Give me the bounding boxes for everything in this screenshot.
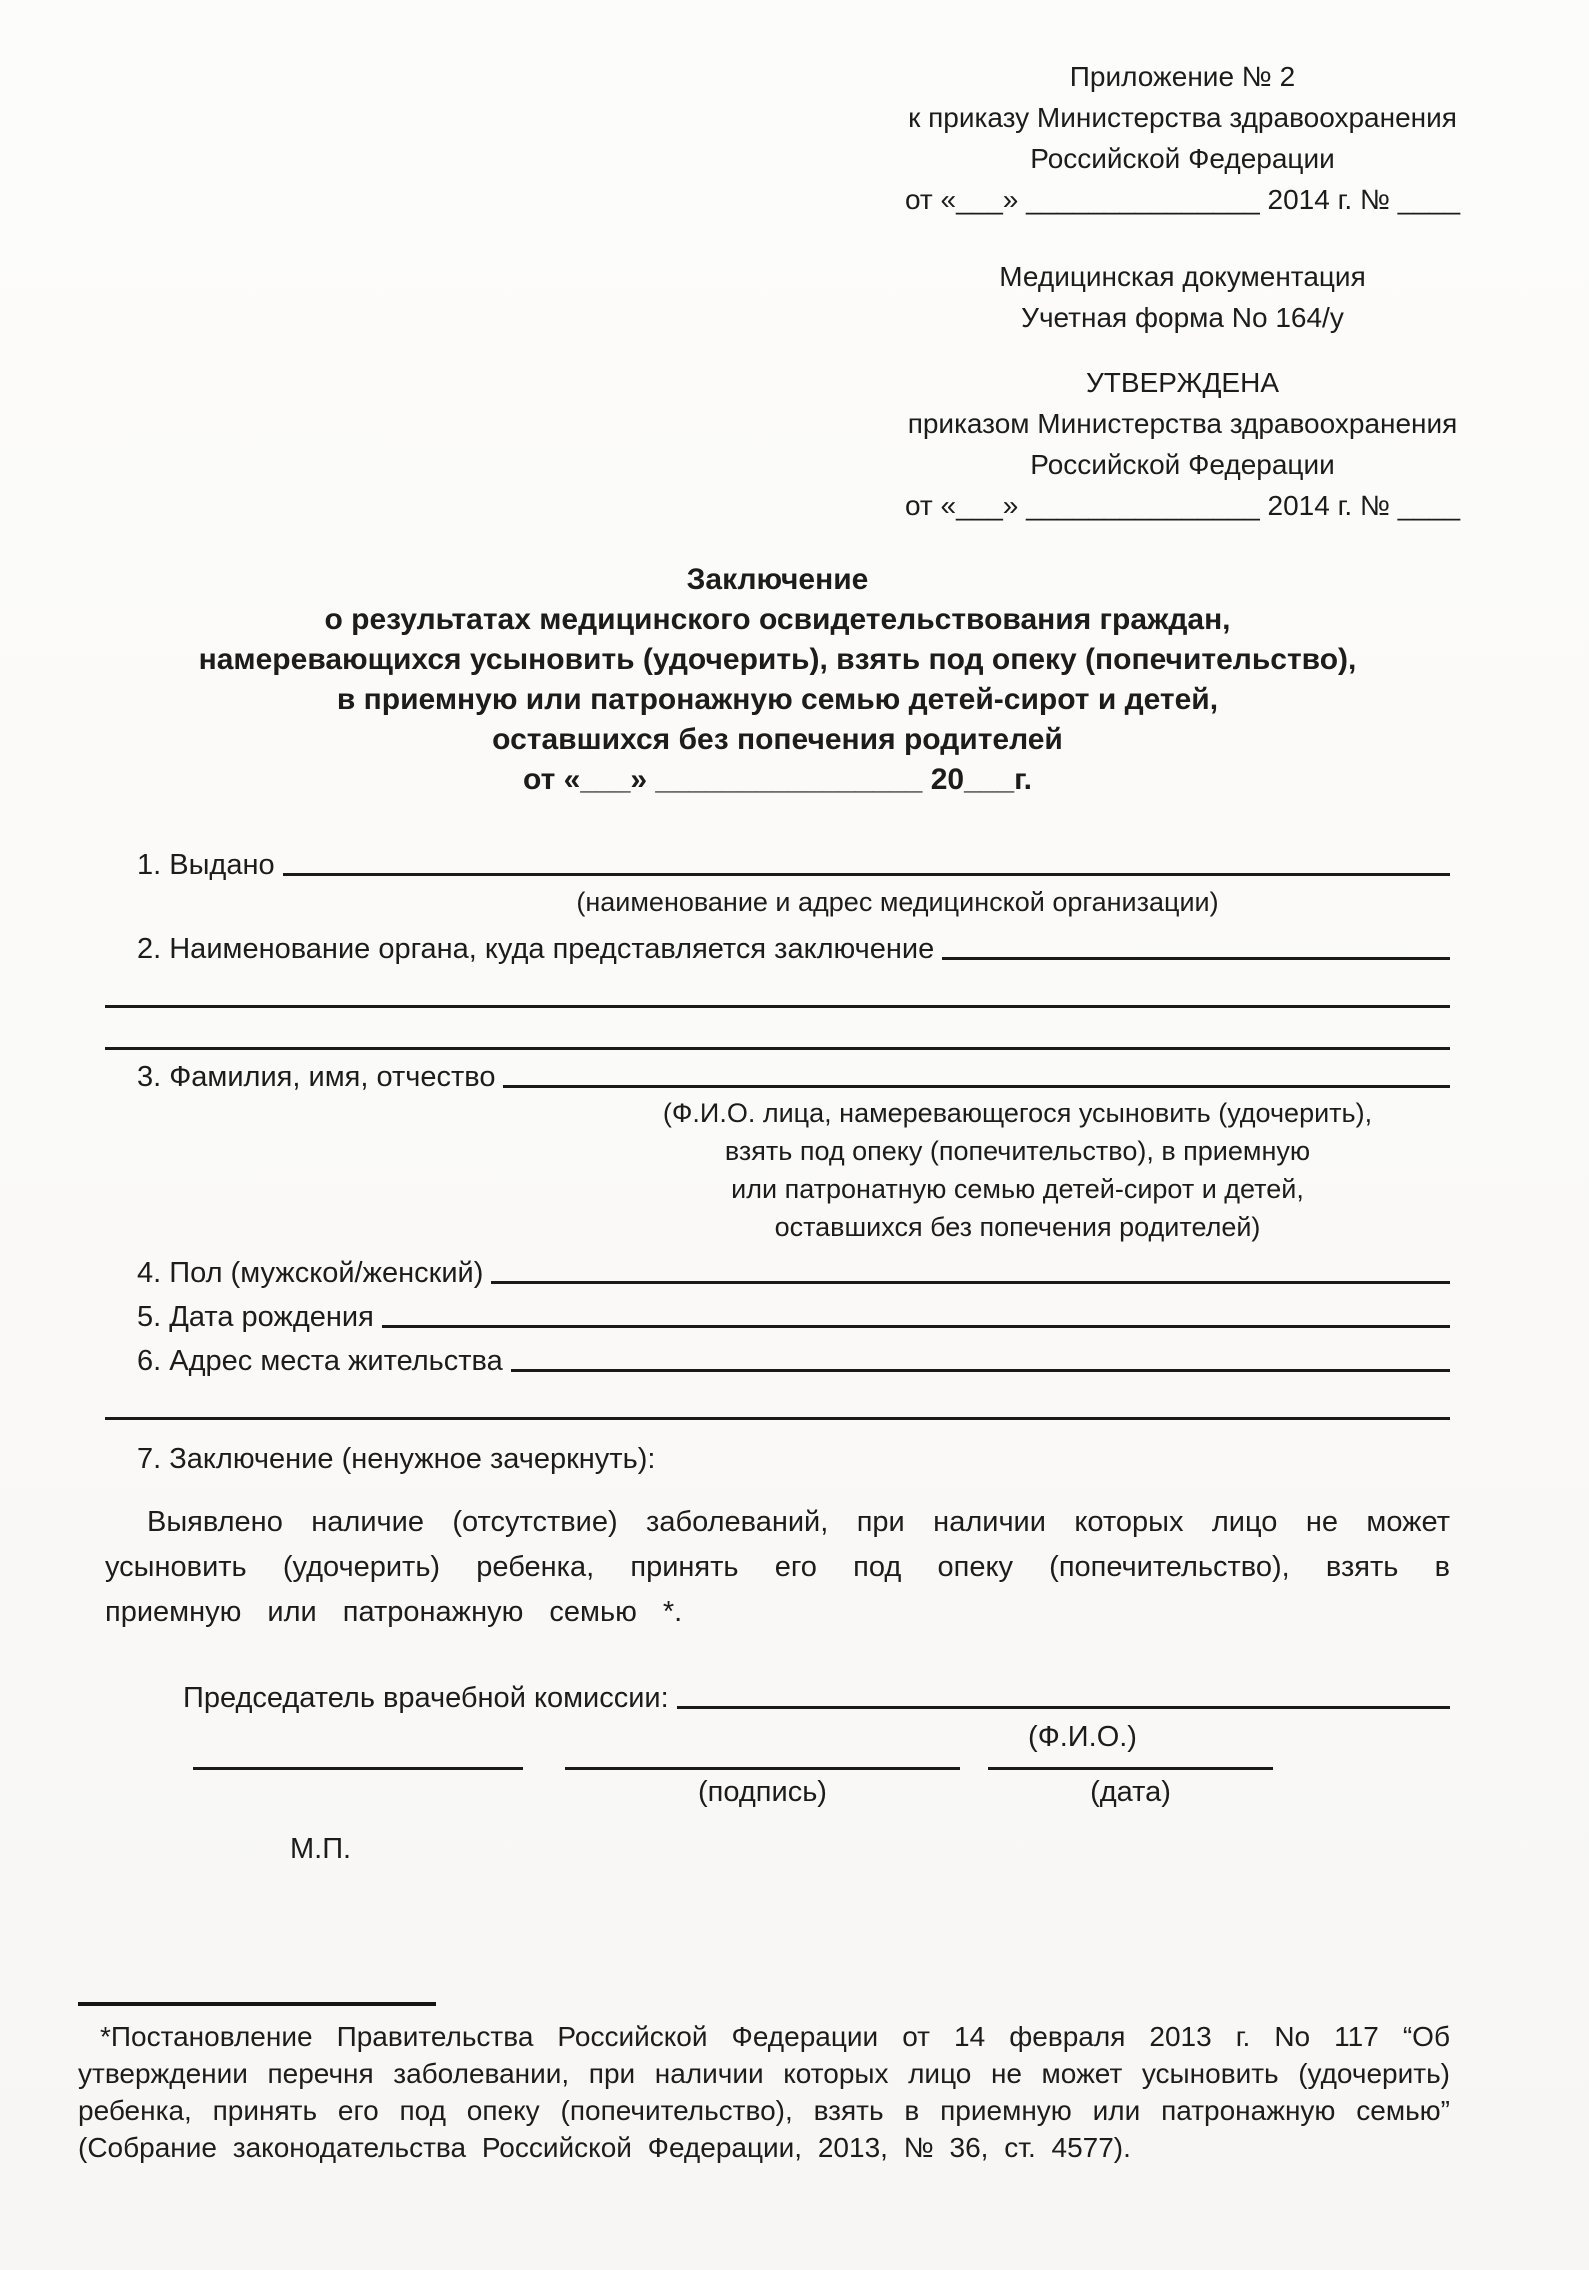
header-right-column xyxy=(900,56,1465,526)
field-6-label: 6. Адрес места жительства xyxy=(137,1345,503,1377)
field-2-blank-line-3 xyxy=(105,1008,1450,1050)
field-6-address-row xyxy=(105,1334,1450,1378)
field-3-caption-line: (Ф.И.О. лица, намеревающегося усыновить (удочерить), xyxy=(662,1098,1373,1128)
approved-block xyxy=(900,362,1465,526)
signature-lines-row xyxy=(105,1767,1450,1770)
approved-line: приказом Министерства здравоохранения xyxy=(907,408,1458,439)
form-body xyxy=(105,838,1450,1866)
field-1-caption: (наименование и адрес медицинской организации) xyxy=(576,887,1219,917)
chairman-blank-line xyxy=(677,1706,1450,1709)
field-3-label: 3. Фамилия, имя, отчество xyxy=(137,1061,496,1093)
field-5-label: 5. Дата рождения xyxy=(137,1301,374,1333)
approved-line: УТВЕРЖДЕНА xyxy=(1086,367,1279,398)
form-title-line: в приемную или патронажную семью детей-сирот и детей, xyxy=(336,683,1219,716)
field-3-name-row xyxy=(105,1050,1450,1094)
approved-line: Российской Федерации xyxy=(1030,449,1335,480)
footnote-block xyxy=(78,2002,1450,2166)
annex-line: Приложение № 2 xyxy=(1069,61,1296,92)
date-caption: (дата) xyxy=(1090,1776,1171,1808)
footnote-rule xyxy=(78,2002,436,2006)
field-1-label: 1. Выдано xyxy=(137,849,275,881)
field-4-blank-line xyxy=(491,1281,1450,1284)
footnote-text: *Постановление Правительства Российской Федерации от 14 февраля 2013 г. No 117 “Об утверждении перечня заболевании, при наличии которых лицо не может усыновить (удочерить) ребенка, принять его под опеку (попечительство), взять в приемную или патронажную семью” (Собрание законодательства Российской Федерации, 2013, № 36, ст. 4577). xyxy=(78,2021,1450,2163)
field-4-label: 4. Пол (мужской/женский) xyxy=(137,1257,484,1289)
field-6-blank-line-2 xyxy=(105,1378,1450,1420)
annex-block xyxy=(900,56,1465,220)
field-2-authority-row xyxy=(105,922,1450,966)
chairman-label: Председатель врачебной комиссии: xyxy=(183,1682,669,1714)
signature-blank-line-2 xyxy=(565,1767,960,1770)
med-doc-line: Медицинская документация xyxy=(999,261,1366,292)
annex-line: к приказу Министерства здравоохранения xyxy=(908,102,1457,133)
field-2-blank-line xyxy=(942,957,1450,960)
field-2-label: 2. Наименование органа, куда представляется заключение xyxy=(137,933,935,965)
signature-caption-spacer xyxy=(193,1776,523,1809)
field-2-blank-line-2 xyxy=(105,966,1450,1008)
stamp-placeholder: М.П. xyxy=(290,1833,352,1865)
signature-blank-line-1 xyxy=(193,1767,523,1770)
form-title-line: намеревающихся усыновить (удочерить), взять под опеку (попечительство), xyxy=(198,643,1357,676)
field-3-caption-line: или патронатную семью детей-сирот и детей, xyxy=(731,1174,1304,1204)
form-title-line: оставшихся без попечения родителей xyxy=(492,723,1063,756)
med-doc-block xyxy=(900,256,1465,338)
field-7-label: 7. Заключение (ненужное зачеркнуть): xyxy=(137,1443,656,1475)
field-3-caption-line: оставшихся без попечения родителей) xyxy=(774,1212,1261,1242)
field-3-blank-line xyxy=(503,1085,1450,1088)
conclusion-paragraph: Выявлено наличие (отсутствие) заболеваний, при наличии которых лицо не может усыновить (удочерить) ребенка, принять его под опеку (попечительство), взять в приемную или патронажную семью *. xyxy=(105,1506,1450,1628)
signature-blank-line-3 xyxy=(988,1767,1273,1770)
field-4-sex-row xyxy=(105,1246,1450,1290)
form-title-date-line: от «___» ________________ 20___г. xyxy=(523,763,1032,796)
form-title-line: о результатах медицинского освидетельствования граждан, xyxy=(324,603,1231,636)
form-title-line: Заключение xyxy=(686,563,869,596)
field-1-blank-line xyxy=(283,873,1450,876)
field-5-birthdate-row xyxy=(105,1290,1450,1334)
form-title xyxy=(105,560,1450,800)
annex-date-line: от «___» _______________ 2014 г. № ____ xyxy=(904,184,1461,215)
med-doc-form-number: Учетная форма No 164/у xyxy=(1021,302,1344,333)
approved-date-line: от «___» _______________ 2014 г. № ____ xyxy=(904,490,1461,521)
chairman-row xyxy=(105,1671,1450,1715)
field-3-caption-line: взять под опеку (попечительство), в приемную xyxy=(724,1136,1311,1166)
fio-caption: (Ф.И.О.) xyxy=(1028,1721,1137,1753)
signature-caption: (подпись) xyxy=(698,1776,827,1808)
annex-line: Российской Федерации xyxy=(1030,143,1335,174)
field-7-conclusion-row xyxy=(105,1432,1450,1476)
field-5-blank-line xyxy=(382,1325,1450,1328)
field-1-issued-row xyxy=(105,838,1450,882)
signature-captions-row xyxy=(105,1776,1450,1809)
field-6-blank-line xyxy=(511,1369,1450,1372)
